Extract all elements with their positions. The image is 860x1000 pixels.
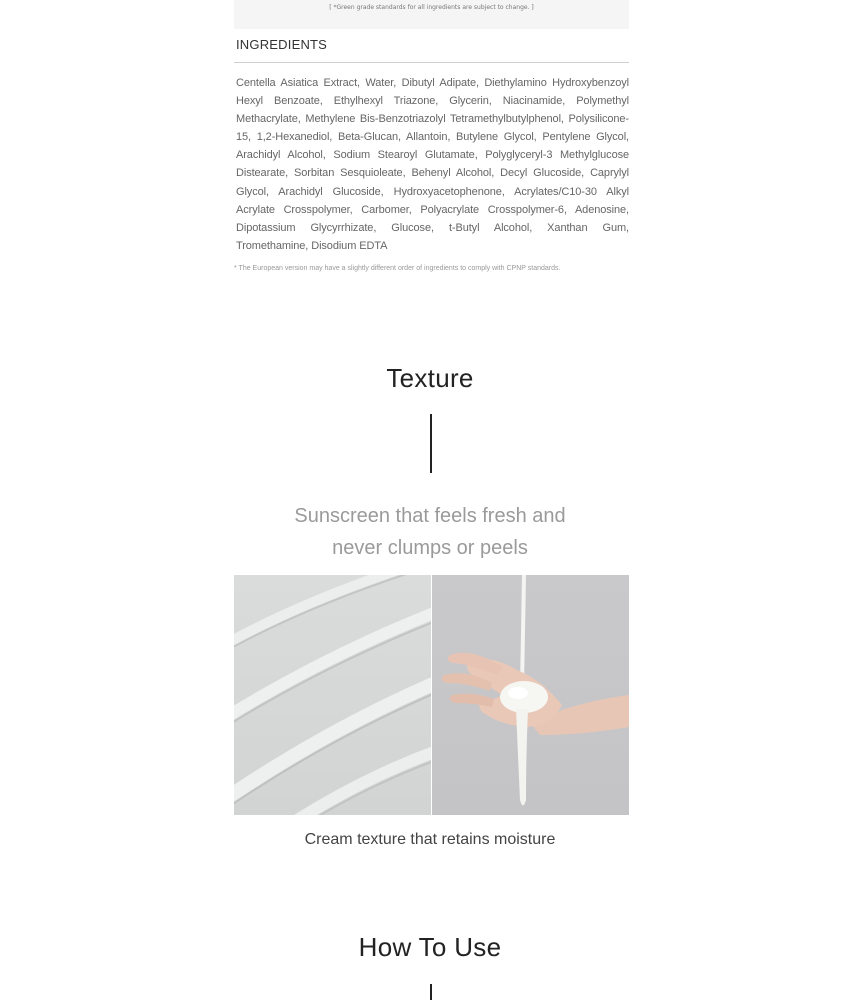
ingredients-footnote: * The European version may have a slightly different order of ingredients to comply with CPNP standards. <box>234 265 561 272</box>
cream-swirl-illustration <box>234 575 431 815</box>
ingredients-list: Centella Asiatica Extract, Water, Dibutyl Adipate, Diethylamino Hydroxybenzoyl Hexyl Benzoate, Ethylhexyl Triazone, Glycerin, Niacinamide, Polymethyl Methacrylate, Methylene Bis-Benzotriazolyl Tetramethylbutylphenol, Polysilicone-15, 1,2-Hexanediol, Beta-Glucan, Allantoin, Butylene Glycol, Pentylene Glycol, Arachidyl Alcohol, Sodium Stearoyl Glutamate, Polyglyceryl-3 Methylglucose Distearate, Sorbitan Sesquioleate, Behenyl Alcohol, Decyl Glucoside, Caprylyl Glycol, Arachidyl Glucoside, Hydroxyacetophenone, Acrylates/C10-30 Alkyl Acrylate Crosspolymer, Carbomer, Polyacrylate Crosspolymer-6, Adenosine, Dipotassium Glycyrrhizate, Glucose, t-Butyl Alcohol, Xanthan Gum, Tromethamine, Disodium EDTA <box>236 77 629 252</box>
texture-tagline-line-2: never clumps or peels <box>332 537 528 559</box>
ingredients-heading: INGREDIENTS <box>236 37 328 52</box>
texture-photo <box>234 575 629 815</box>
cream-swirl-photo <box>234 575 431 815</box>
green-grade-note-band <box>234 0 629 29</box>
how-to-use-heading: How To Use <box>358 932 502 962</box>
texture-heading: Texture <box>386 363 474 393</box>
texture-tagline-line-1: Sunscreen that feels fresh and <box>294 505 566 527</box>
ingredients-divider <box>234 62 629 63</box>
how-to-use-vertical-line <box>430 984 432 1000</box>
texture-caption: Cream texture that retains moisture <box>304 831 556 848</box>
hand-with-cream-illustration <box>432 575 629 815</box>
green-grade-note: [ *Green grade standards for all ingredients are subject to change. ] <box>329 4 534 11</box>
texture-tagline <box>0 500 860 564</box>
cream-hand-photo <box>432 575 629 815</box>
texture-vertical-line <box>430 414 432 473</box>
